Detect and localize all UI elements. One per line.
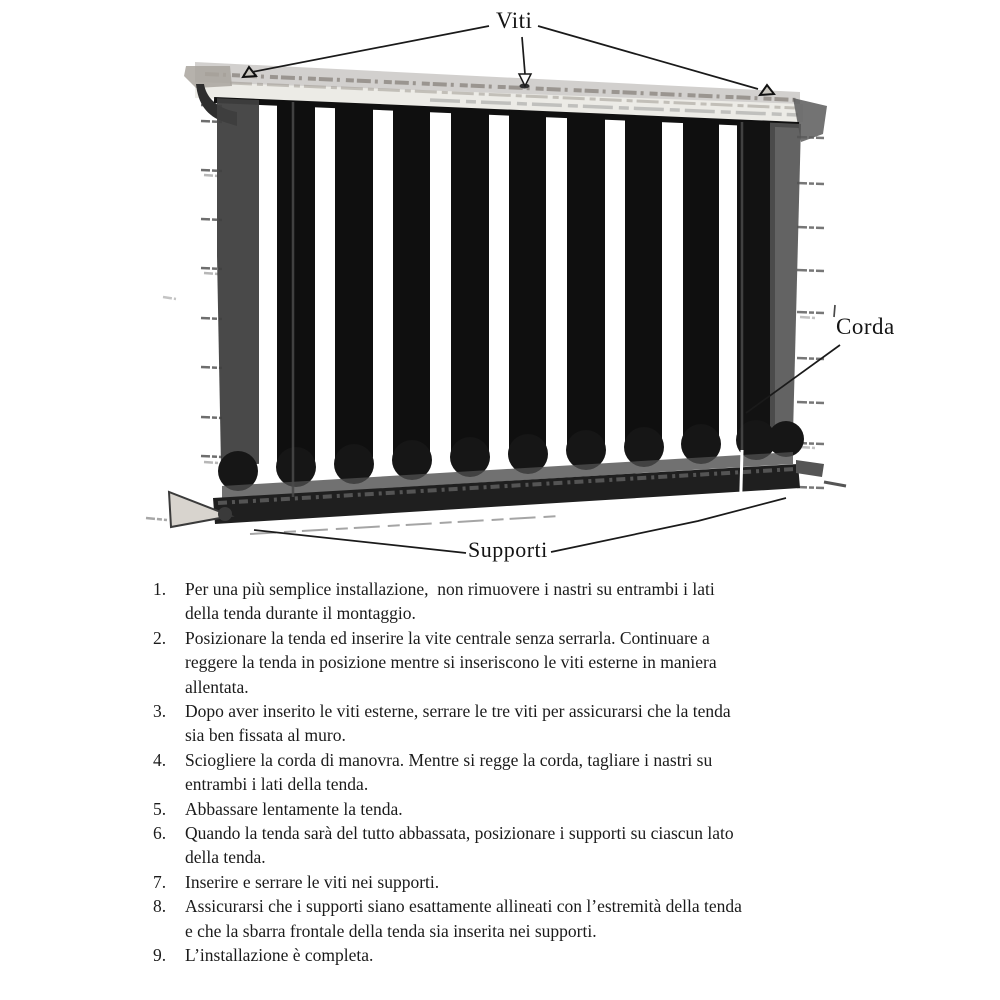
- list-item: [153, 626, 883, 699]
- item-number: 1.: [153, 579, 167, 599]
- item-text-line: della tenda durante il montaggio.: [185, 603, 416, 624]
- instruction-list: [153, 577, 883, 968]
- list-item: [153, 821, 883, 870]
- label-corda: Corda: [836, 314, 895, 339]
- item-number: 5.: [153, 798, 167, 819]
- list-item: [153, 797, 883, 821]
- list-item: [153, 870, 883, 894]
- item-text-line: della tenda.: [185, 847, 266, 868]
- list-item: [153, 894, 883, 943]
- leader-viti-right: [538, 26, 758, 89]
- label-supporti: Supporti: [468, 537, 548, 562]
- item-text: [185, 894, 883, 943]
- leader-viti-left: [252, 26, 489, 72]
- label-viti: Viti: [496, 8, 533, 33]
- item-number: 8.: [153, 896, 167, 917]
- list-item: [153, 748, 883, 797]
- item-number: 2.: [153, 627, 167, 648]
- item-text: [185, 699, 883, 748]
- item-number: 7.: [153, 871, 167, 892]
- screw-marker-right: [760, 85, 774, 95]
- item-text-line: reggere la tenda in posizione mentre si inseriscono le viti esterne in maniera: [185, 652, 717, 673]
- item-text: [185, 626, 883, 699]
- leader-supporti-right: [551, 498, 786, 552]
- item-text: [185, 577, 883, 626]
- list-item: [153, 577, 883, 626]
- item-text: [185, 870, 883, 894]
- item-text-line: Sciogliere la corda di manovra. Mentre si regge la corda, tagliare i nastri su: [185, 749, 713, 770]
- item-text-line: Quando la tenda sarà del tutto abbassata, posizionare i supporti su ciascun lato: [185, 823, 734, 844]
- item-number: 6.: [153, 823, 167, 844]
- item-text-line: Abbassare lentamente la tenda.: [185, 798, 403, 819]
- cord-right-over-bar: [740, 450, 742, 526]
- list-item: [153, 943, 883, 967]
- item-number: 4.: [153, 749, 167, 770]
- item-text: [185, 821, 883, 870]
- item-number: 9.: [153, 945, 167, 966]
- wall-siding-lines-left: [146, 105, 222, 520]
- item-text: [185, 748, 883, 797]
- item-text: [185, 943, 883, 967]
- support-bracket-right: [796, 460, 846, 486]
- item-text-line: sia ben fissata al muro.: [185, 725, 346, 746]
- item-text-line: e che la sbarra frontale della tenda sia inserita nei supporti.: [185, 920, 597, 941]
- item-text: [185, 797, 883, 821]
- item-text-line: allentata.: [185, 676, 249, 697]
- item-text-line: Posizionare la tenda ed inserire la vite centrale senza serrarla. Continuare a: [185, 627, 710, 648]
- item-text-line: L’installazione è completa.: [185, 945, 374, 966]
- blind-slats: [217, 90, 802, 480]
- item-text-line: Inserire e serrare le viti nei supporti.: [185, 871, 440, 892]
- item-text-line: entrambi i lati della tenda.: [185, 774, 369, 795]
- item-text-line: Dopo aver inserito le viti esterne, serrare le tre viti per assicurarsi che la tenda: [185, 701, 731, 722]
- leader-viti-center: [522, 37, 525, 74]
- corda-tick-mark: [834, 305, 835, 317]
- leader-supporti-left: [254, 530, 466, 553]
- item-text-line: Per una più semplice installazione, non rimuovere i nastri su entrambi i lati: [185, 579, 715, 599]
- item-number: 3.: [153, 701, 167, 722]
- list-item: [153, 699, 883, 748]
- rail-left-cap: [184, 66, 232, 88]
- item-text-line: Assicurarsi che i supporti siano esattamente allineati con l’estremità della tenda: [185, 896, 742, 917]
